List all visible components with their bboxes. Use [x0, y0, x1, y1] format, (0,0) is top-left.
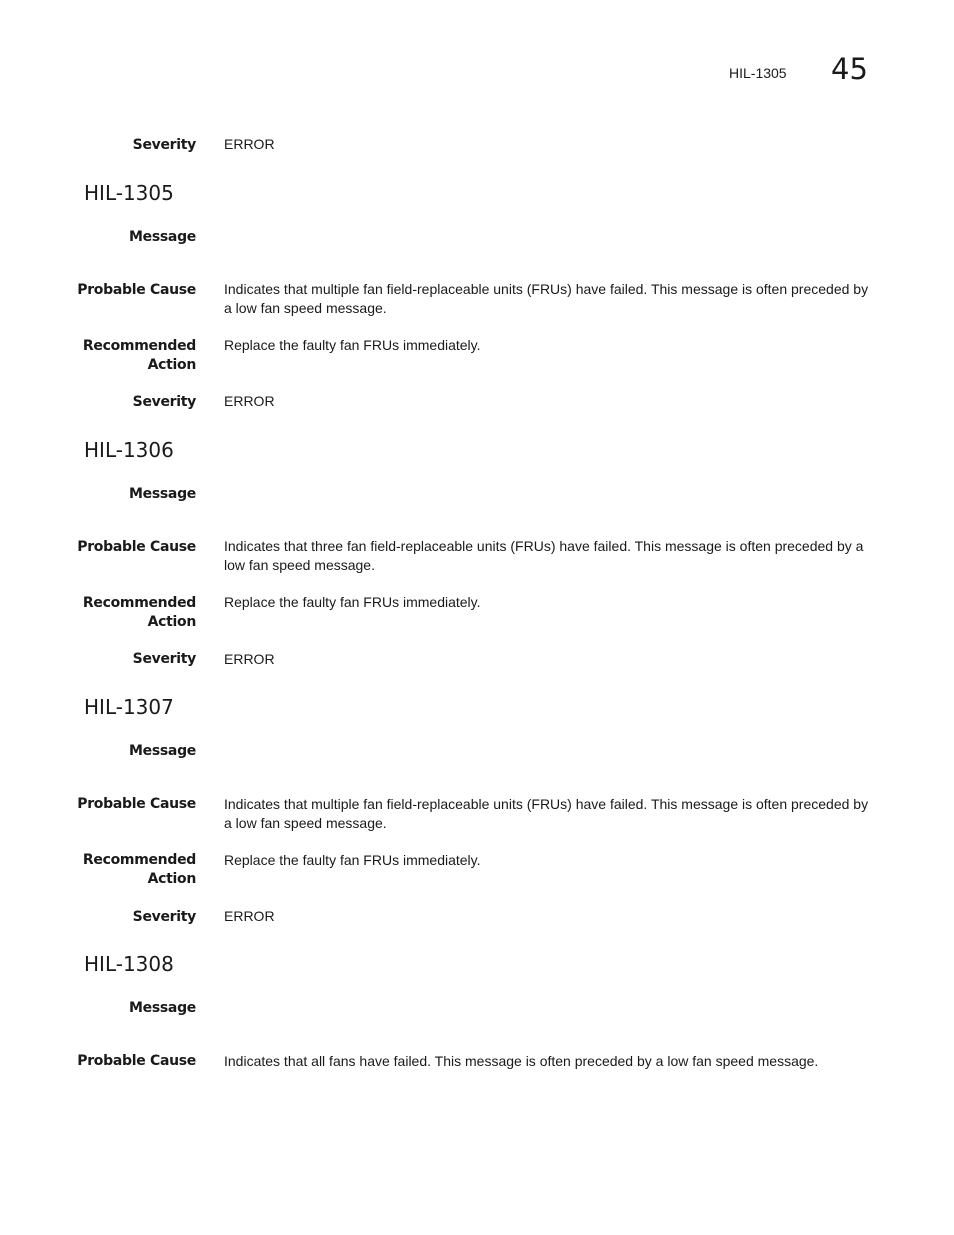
probable-cause-label: Probable Cause	[77, 1053, 196, 1069]
severity-label: Severity	[132, 651, 196, 667]
probable-cause-text: Indicates that three fan field-replaceable units (FRUs) have failed. This message is often preceded by a low fan speed message.	[224, 538, 864, 573]
recommended-action-label-line2: Action	[147, 357, 196, 373]
message-heading-hil-1305: HIL-1305	[84, 181, 174, 205]
severity-value: ERROR	[224, 651, 275, 667]
message-heading-hil-1306: HIL-1306	[84, 438, 174, 462]
recommended-action-label-line2: Action	[147, 871, 196, 887]
severity-label: Severity	[132, 137, 196, 153]
message-heading-hil-1307: HIL-1307	[84, 695, 174, 719]
severity-value: ERROR	[224, 136, 275, 152]
probable-cause-label: Probable Cause	[77, 539, 196, 555]
severity-value: ERROR	[224, 908, 275, 924]
probable-cause-label: Probable Cause	[77, 796, 196, 812]
recommended-action-label-line1: Recommended	[82, 852, 196, 868]
recommended-action-label-line1: Recommended	[82, 338, 196, 354]
message-label: Message	[129, 1000, 196, 1016]
message-heading-hil-1308: HIL-1308	[84, 952, 174, 976]
severity-label: Severity	[132, 394, 196, 410]
recommended-action-text: Replace the faulty fan FRUs immediately.	[224, 337, 481, 353]
recommended-action-label-line2: Action	[147, 614, 196, 630]
severity-value: ERROR	[224, 393, 275, 409]
severity-label: Severity	[132, 909, 196, 925]
chapter-number: 45	[831, 52, 868, 86]
probable-cause-text: Indicates that all fans have failed. This message is often preceded by a low fan speed message.	[224, 1053, 819, 1069]
running-header-message-id: HIL-1305	[729, 65, 787, 81]
probable-cause-text: Indicates that multiple fan field-replaceable units (FRUs) have failed. This message is often preceded by a low fan speed message.	[224, 796, 869, 831]
message-label: Message	[129, 743, 196, 759]
recommended-action-label-line1: Recommended	[82, 595, 196, 611]
probable-cause-text: Indicates that multiple fan field-replaceable units (FRUs) have failed. This message is often preceded by a low fan speed message.	[224, 281, 869, 316]
message-label: Message	[129, 229, 196, 245]
probable-cause-label: Probable Cause	[77, 282, 196, 298]
recommended-action-text: Replace the faulty fan FRUs immediately.	[224, 852, 481, 868]
recommended-action-text: Replace the faulty fan FRUs immediately.	[224, 594, 481, 610]
message-label: Message	[129, 486, 196, 502]
